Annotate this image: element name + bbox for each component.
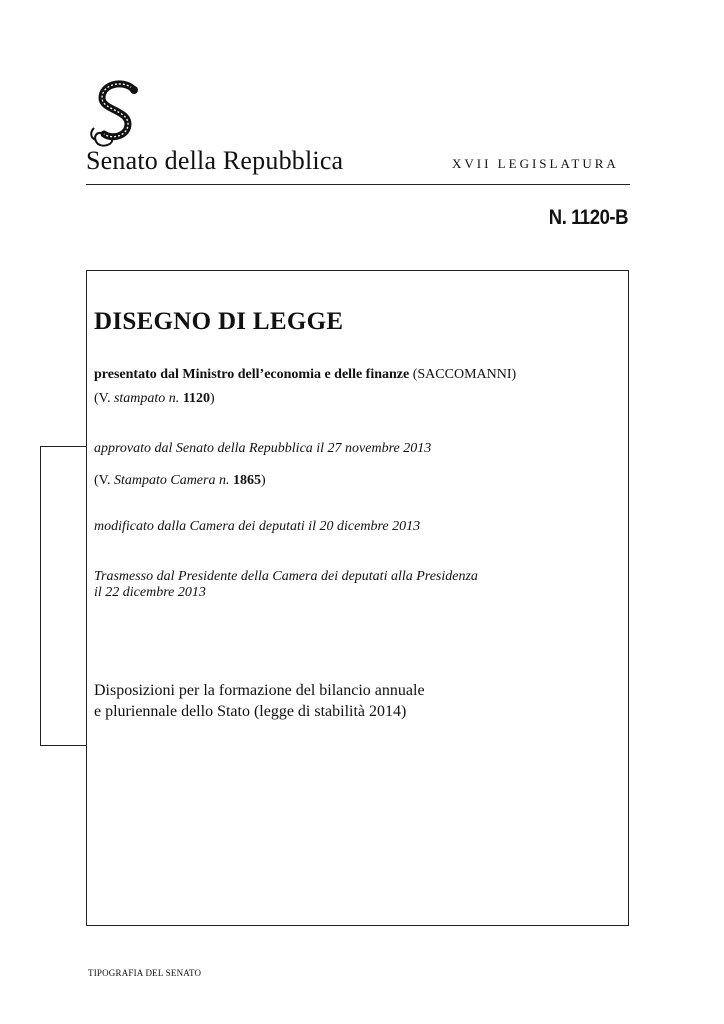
approved-line: approvato dal Senato della Repubblica il 27 novembre 2013	[94, 441, 432, 456]
stampato-reference	[94, 390, 215, 407]
presented-name: (SACCOMANNI)	[412, 367, 517, 382]
presented-prefix: presentato dal Ministro dell’economia e delle finanze	[94, 367, 410, 382]
institution-name: Senato della Repubblica	[86, 146, 344, 175]
subject-line-2: e pluriennale dello Stato (legge di stabilità 2014)	[94, 703, 407, 720]
stampato-label: stampato n.	[113, 391, 180, 406]
document-number: N. 1120-B	[548, 206, 628, 229]
legislature-label: XVII LEGISLATURA	[452, 156, 619, 171]
side-bracket	[40, 446, 86, 746]
camera-close: )	[260, 473, 266, 488]
camera-label: Stampato Camera n.	[113, 473, 230, 488]
bill-title: DISEGNO DI LEGGE	[94, 308, 344, 335]
stampato-close: )	[210, 391, 215, 406]
camera-open: (V.	[94, 473, 111, 488]
camera-reference	[94, 472, 266, 489]
stampato-number: 1120	[182, 391, 211, 406]
transmitted-line-2: il 22 dicembre 2013	[94, 585, 206, 600]
bill-subject	[94, 680, 425, 722]
subject-line-1: Disposizioni per la formazione del bilancio annuale	[94, 682, 425, 699]
stampato-open: (V.	[94, 391, 111, 406]
senate-logo-icon	[88, 80, 152, 150]
modified-line: modificato dalla Camera dei deputati il 20 dicembre 2013	[94, 519, 421, 534]
printer-footer: TIPOGRAFIA DEL SENATO	[88, 968, 202, 978]
header-divider	[86, 184, 630, 185]
transmitted-line-1: Trasmesso dal Presidente della Camera dei deputati alla Presidenza	[94, 569, 478, 584]
presented-by	[94, 366, 516, 383]
camera-number: 1865	[232, 473, 261, 488]
